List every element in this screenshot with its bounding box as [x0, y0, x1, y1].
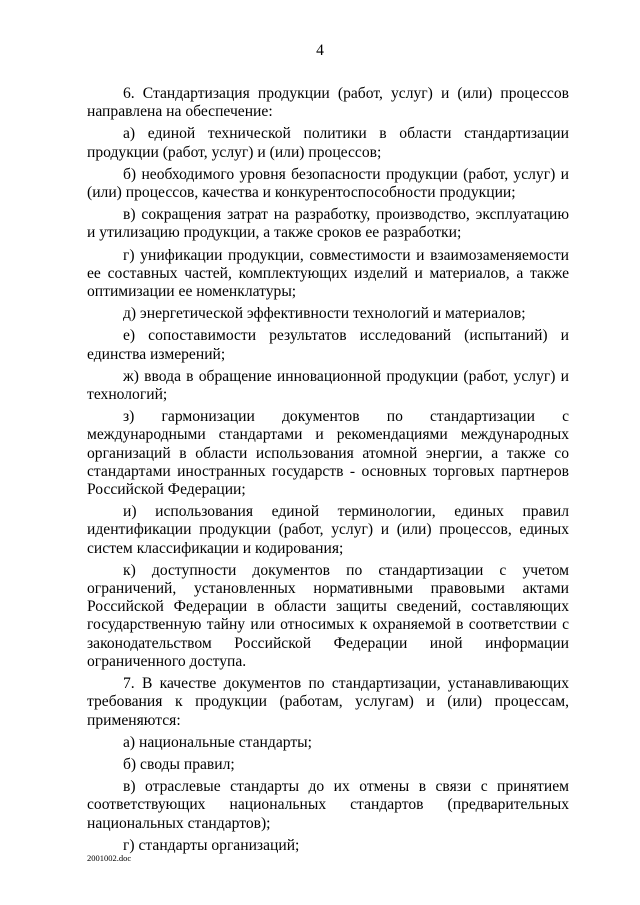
list-item-7v: в) отраслевые стандарты до их отмены в связи с принятием соответствующих национальных стандартов (предварительных национальных стандартов);	[87, 778, 569, 832]
list-item-d: д) энергетической эффективности технологий и материалов;	[123, 305, 526, 323]
list-item-7b: б) своды правил;	[123, 755, 235, 773]
list-item-z: з) гармонизации документов по стандартизации с международными стандартами и рекомендациями международных организаций в области использования атомной энергии, а также со стандартами иностранных государств - основных торговых партнеров Российской Федерации;	[87, 408, 569, 499]
list-item-e: е) сопоставимости результатов исследований (испытаний) и единства измерений;	[87, 327, 569, 363]
list-item-7a: а) национальные стандарты;	[123, 733, 312, 751]
list-item-i: и) использования единой терминологии, единых правил идентификации продукции (работ, услуг) и (или) процессов, единых систем классификации и кодирования;	[87, 503, 569, 557]
page-number: 4	[316, 42, 324, 59]
document-body	[87, 85, 569, 859]
paragraph-7: 7. В качестве документов по стандартизации, устанавливающих требования к продукции (работам, услугам) и (или) процессам, применяются:	[87, 675, 569, 729]
list-item-k: к) доступности документов по стандартизации с учетом ограничений, установленных нормативными правовыми актами Российской Федерации в области защиты сведений, составляющих государственную тайну или относимых к охраняемой в соответствии с законодательством Российской Федерации иной информации ограниченного доступа.	[87, 561, 569, 670]
list-item-b: б) необходимого уровня безопасности продукции (работ, услуг) и (или) процессов, качества и конкурентоспособности продукции;	[87, 165, 569, 202]
list-item-v: в) сокращения затрат на разработку, производство, эксплуатацию и утилизацию продукции, а также сроков ее разработки;	[87, 206, 569, 242]
list-item-7g: г) стандарты организаций;	[123, 836, 300, 854]
paragraph-6: 6. Стандартизация продукции (работ, услуг) и (или) процессов направлена на обеспечение:	[87, 85, 569, 121]
list-item-g: г) унификации продукции, совместимости и взаимозаменяемости ее составных частей, комплектующих изделий и материалов, а также оптимизации ее номенклатуры;	[87, 246, 569, 301]
list-item-zh: ж) ввода в обращение инновационной продукции (работ, услуг) и технологий;	[87, 367, 569, 404]
list-item-a: а) единой технической политики в области стандартизации продукции (работ, услуг) и (или) процессов;	[87, 125, 569, 161]
file-name-footer: 2001002.doc	[87, 853, 132, 863]
